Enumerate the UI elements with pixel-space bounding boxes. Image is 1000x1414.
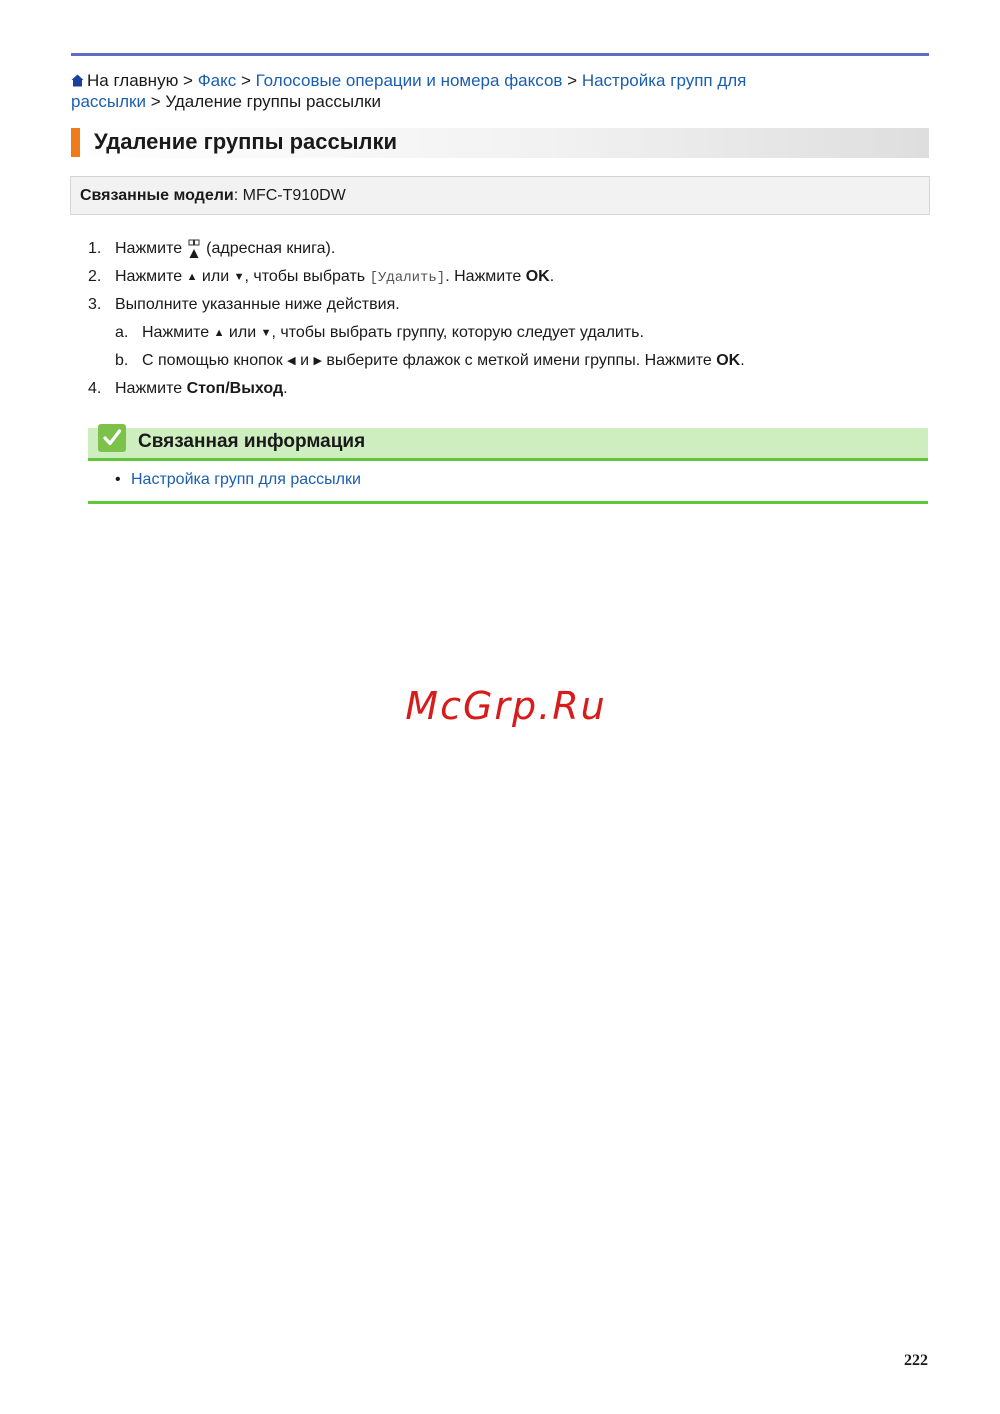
step-text: Нажмите ▲ или ▼, чтобы выбрать группу, которую следует удалить. bbox=[142, 322, 644, 344]
step-text: Нажмите ▲ или ▼, чтобы выбрать [Удалить]. Нажмите OK. bbox=[115, 268, 555, 286]
breadcrumb-separator: > bbox=[236, 71, 256, 90]
step-text: С помощью кнопок ◀ и ▶ выберите флажок с меткой имени группы. Нажмите OK. bbox=[142, 350, 745, 372]
address-book-icon bbox=[186, 238, 202, 260]
step-text: Выполните указанные ниже действия. bbox=[115, 296, 400, 313]
breadcrumb-fax-link[interactable]: Факс bbox=[197, 71, 237, 90]
step-number: 4. bbox=[88, 380, 102, 397]
models-label: Связанные модели bbox=[80, 187, 234, 204]
page-title: Удаление группы рассылки bbox=[94, 129, 398, 154]
up-arrow-icon: ▲ bbox=[186, 271, 198, 283]
breadcrumb-current: Удаление группы рассылки bbox=[165, 92, 381, 111]
breadcrumb-separator: > bbox=[178, 71, 198, 90]
substep-item bbox=[88, 322, 928, 350]
menu-option-code: [Удалить] bbox=[369, 270, 446, 286]
step-text: Нажмите (адресная книга). bbox=[115, 238, 335, 260]
breadcrumb-home[interactable]: На главную bbox=[87, 71, 179, 90]
page-number: 222 bbox=[904, 1352, 928, 1369]
down-arrow-icon: ▼ bbox=[233, 271, 245, 283]
step-letter: a. bbox=[115, 324, 129, 341]
models-value: : MFC-T910DW bbox=[233, 187, 346, 204]
steps-list bbox=[88, 238, 928, 406]
left-arrow-icon: ◀ bbox=[287, 355, 296, 367]
step-item bbox=[88, 378, 928, 406]
down-arrow-icon: ▼ bbox=[260, 327, 272, 339]
breadcrumb bbox=[71, 70, 929, 112]
step-number: 1. bbox=[88, 240, 102, 257]
step-number: 2. bbox=[88, 268, 102, 285]
step-number: 3. bbox=[88, 296, 102, 313]
breadcrumb-groups-link-cont[interactable]: рассылки bbox=[71, 92, 146, 111]
related-info-title: Связанная информация bbox=[138, 431, 366, 452]
related-info-section bbox=[88, 428, 928, 504]
watermark: McGrp.Ru bbox=[405, 684, 607, 728]
step-item bbox=[88, 294, 928, 322]
button-name: OK bbox=[716, 352, 741, 369]
breadcrumb-voice-ops-link[interactable]: Голосовые операции и номера факсов bbox=[255, 71, 563, 90]
breadcrumb-groups-link[interactable]: Настройка групп для bbox=[581, 71, 747, 90]
breadcrumb-separator: > bbox=[145, 92, 166, 111]
breadcrumb-separator: > bbox=[562, 71, 582, 90]
button-name: OK bbox=[525, 268, 550, 285]
home-icon[interactable] bbox=[71, 74, 84, 87]
bullet: • bbox=[115, 471, 121, 488]
checkmark-icon bbox=[98, 424, 126, 452]
related-info-header bbox=[88, 428, 928, 461]
right-arrow-icon: ▶ bbox=[313, 355, 322, 367]
step-item bbox=[88, 238, 928, 266]
step-text: Нажмите Стоп/Выход. bbox=[115, 380, 288, 397]
step-item bbox=[88, 266, 928, 294]
related-info-list bbox=[88, 461, 928, 504]
title-bar bbox=[71, 128, 929, 158]
step-letter: b. bbox=[115, 352, 129, 369]
top-rule bbox=[71, 53, 929, 56]
button-name: Стоп/Выход bbox=[186, 380, 284, 397]
up-arrow-icon: ▲ bbox=[213, 327, 225, 339]
title-accent bbox=[71, 128, 80, 157]
related-models-box bbox=[70, 176, 930, 215]
related-link-groups[interactable]: Настройка групп для рассылки bbox=[131, 471, 361, 488]
substep-item bbox=[88, 350, 928, 378]
